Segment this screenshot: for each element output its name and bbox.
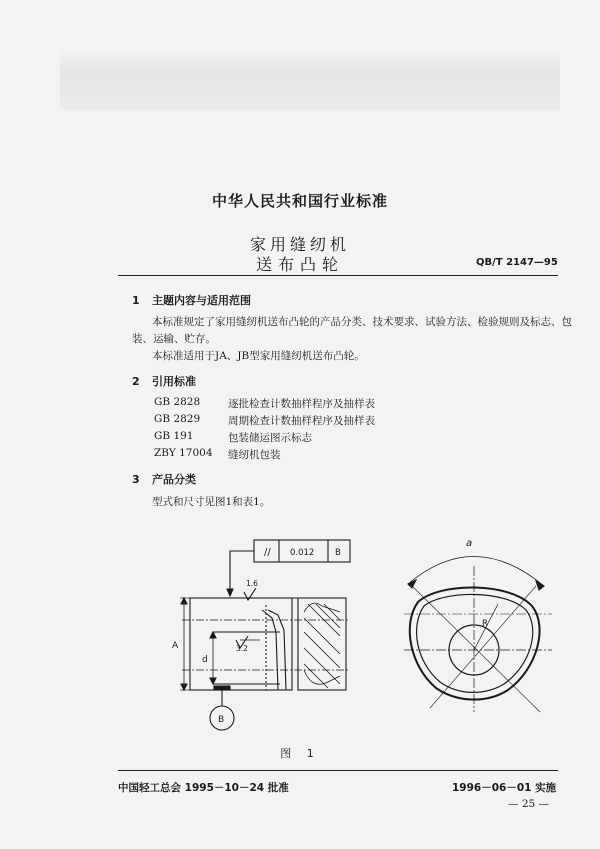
reference-title: 缝纫机包装	[228, 449, 281, 461]
reference-title: 逐批检查计数抽样程序及抽样表	[228, 398, 375, 410]
section-2-heading: 2 引用标准	[132, 375, 196, 388]
section-1-para-2: 本标准适用于JA、JB型家用缝纫机送布凸轮。	[152, 350, 365, 362]
tolerance-value: 0.012	[290, 548, 315, 558]
roughness-value-1: 1.6	[246, 579, 258, 588]
technical-drawing	[0, 520, 600, 740]
reference-code: ZBY 17004	[154, 447, 213, 459]
reference-title: 周期检查计数抽样程序及抽样表	[228, 415, 375, 427]
dimension-d-label: d	[202, 655, 208, 665]
angle-a-label: a	[466, 538, 473, 549]
radius-R-label: R	[482, 619, 488, 629]
reference-code: GB 2829	[154, 413, 201, 425]
scan-smudge	[60, 48, 560, 110]
section-3-para: 型式和尺寸见图1和表1。	[152, 496, 271, 508]
reference-title: 包装储运图示标志	[228, 432, 312, 444]
section-1-heading: 1 主题内容与适用范围	[132, 294, 251, 307]
reference-code: GB 2828	[154, 396, 201, 408]
section-1-para-1: 本标准规定了家用缝纫机送布凸轮的产品分类、技术要求、试验方法、检验规则及标志、包	[152, 316, 572, 328]
page-number: — 25 —	[508, 798, 550, 810]
tolerance-symbol: //	[264, 547, 271, 558]
title-line-2: 送布凸轮	[255, 255, 344, 274]
tolerance-datum: B	[335, 548, 341, 558]
implementation-date: 1996－06－01 实施	[452, 782, 557, 794]
datum-circle-label: B	[218, 715, 225, 725]
approval-date: 中国轻工总会 1995－10－24 批准	[118, 782, 289, 794]
reference-code: GB 191	[154, 430, 194, 442]
standard-category: 中华人民共和国行业标准	[211, 192, 388, 210]
footer-rule	[118, 770, 558, 771]
dimension-A-label: A	[172, 641, 179, 651]
header-rule	[118, 275, 558, 276]
roughness-value-2: 3.2	[236, 644, 248, 653]
section-1-para-1-cont: 装、运输、贮存。	[132, 333, 216, 345]
figure-caption: 图 1	[280, 747, 320, 760]
title-line-1: 家用缝纫机	[249, 235, 350, 254]
standard-number: QB/T 2147—95	[476, 257, 558, 268]
section-3-heading: 3 产品分类	[132, 473, 196, 486]
